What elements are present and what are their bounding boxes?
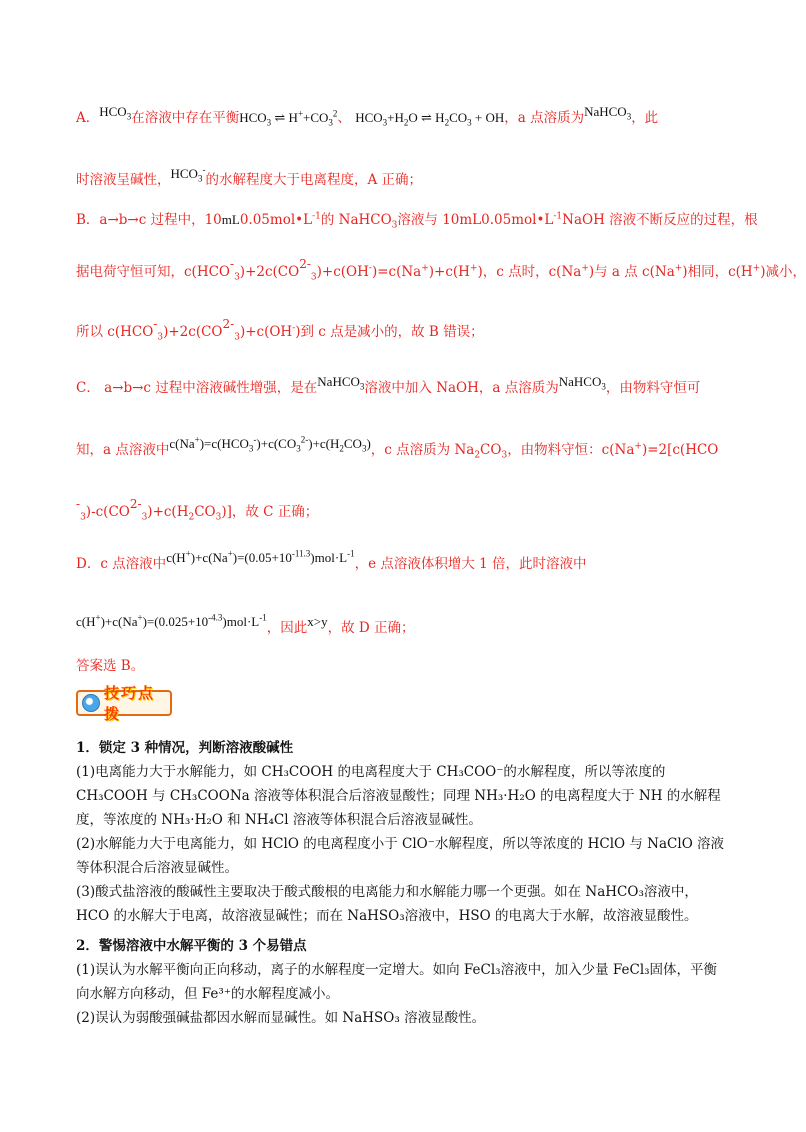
separator: 、 (337, 110, 351, 126)
tips-section-2-paragraph-2: (2)误认为弱酸强碱盐都因水解而显碱性。如 NaHSO₃ 溶液显酸性。 (76, 1010, 486, 1026)
text: ，此 (631, 110, 659, 126)
inequality: x>y (307, 614, 328, 629)
tips-badge (76, 684, 172, 723)
formula-hco3: $HCO_3$ (99, 104, 132, 122)
formula-hco3: $HCO_3^-$ (170, 164, 206, 184)
text: 的水解程度大于电离程度，A 正确； (205, 172, 422, 188)
formula-nahco3: NaHCO$_3$ (584, 104, 632, 122)
analysis-line-c3: $-_3)-c(CO2-_3)+c(H_2CO_3)$]，故 C 正确； (76, 497, 319, 523)
analysis-line-d1: D．c 点溶液中$c(H^+)+c(Na^+)=(0.05+10^{-11.3})mol\cdot L^{-1}$，e 点溶液体积增大 1 倍，此时溶液中 (76, 548, 587, 572)
analysis-line-d2: $c(H^+)+c(Na^+)=(0.025+10^{-4.3})mol\cdot L^{-1}$，因此x>y，故 D 正确； (76, 612, 415, 636)
tips-badge-label: 技巧点拨 (104, 684, 156, 723)
formula-nahco3: NaHCO$_3$ (317, 374, 365, 392)
analysis-line-a2 (76, 164, 736, 190)
analysis-line-c2: 知，a 点溶液中$c(Na^+)=c(HCO_3^-)+c(CO_3^{2-})+c(H_2CO_3)$，c 点溶质为 $Na_2CO_3$，由物料守恒：c(Na+)=2[c(HCO (76, 434, 719, 461)
option-label-a: A． (76, 110, 100, 126)
charge-sum-c: $c(H^+)+c(Na^+)=(0.05+10^{-11.3})mol\cdot L^{-1}$ (166, 548, 355, 565)
material-balance-a: $c(Na^+)=c(HCO_3^-)+c(CO_3^{2-})+c(H_2CO_3)$ (169, 434, 371, 454)
tips-section-2-paragraph-1: (1)误认为水解平衡向正向移动，离子的水解程度一定增大。如向 FeCl₃溶液中，加入少量 FeCl₃固体，平衡向水解方向移动，但 Fe³⁺的水解程度减小。 (76, 962, 718, 1002)
tips-section-1-paragraph-3: (3)酸式盐溶液的酸碱性主要取决于酸式酸根的电离能力和水解能力哪一个更强。如在 NaHCO₃溶液中，HCO 的水解大于电离，故溶液显碱性；而在 NaHSO₃溶液中，HSO 的电离大于水解，故溶液显酸性。 (76, 884, 698, 924)
text: ，a 点溶质为 (504, 110, 585, 126)
equilibrium-2: $HCO_3+H_2O$ ⇌ $H_2CO_3$ + OH (355, 110, 505, 128)
analysis-line-b3: 所以 $c(HCO-_3)+2c(CO2-_3)+c(OH^-)$到 c 点是减小的，故 B 错误； (76, 317, 484, 343)
analysis-line-b2: 据电荷守恒可知，$c(HCO-_3)+2c(CO2-_3)+c(OH^-)=c(Na^+)+c(H^+)$，c 点时，c(Na+)与 a 点 c(Na+)相同，c(H+)减小， (76, 257, 806, 283)
text: 时溶液呈碱性， (76, 172, 171, 188)
charge-sum-e: $c(H^+)+c(Na^+)=(0.025+10^{-4.3})mol\cdot L^{-1}$ (76, 612, 267, 629)
tips-section-1-paragraph-1: (1)电离能力大于水解能力，如 CH₃COOH 的电离程度大于 CH₃COO⁻的水解程度，所以等浓度的 CH₃COOH 与 CH₃COONa 溶液等体积混合后溶液显酸性；同理 NH₃·H₂O 的电离程度大于 NH 的水解程度，等浓度的 NH₃·H₂O 和 NH₄Cl 溶液等体积混合后溶液显碱性。 (76, 764, 721, 828)
tips-section-1-paragraph-2: (2)水解能力大于电离能力，如 HClO 的电离程度小于 ClO⁻水解程度，所以等浓度的 HClO 与 NaClO 溶液等体积混合后溶液显碱性。 (76, 836, 725, 876)
tips-section-1-title: 1．锁定 3 种情况，判断溶液酸碱性 (76, 740, 294, 756)
text: 在溶液中存在平衡 (131, 110, 240, 126)
unit-ml: mL (221, 212, 240, 227)
formula-nahco3: NaHCO$_3$ (558, 374, 606, 392)
equilibrium-1: $HCO_3$ ⇌ $H^++CO_3^2$ (239, 108, 338, 128)
analysis-line-b1: B．a→b→c 过程中，$10mL0.05mol•L^{-1}$的 NaHCO$_3$溶液与 $10mL0.05mol•L^{-1}NaOH$ 溶液不断反应的过程，根 (76, 211, 758, 231)
tips-section-2-title: 2．警惕溶液中水解平衡的 3 个易错点 (76, 938, 307, 954)
analysis-line-a1 (76, 104, 736, 128)
analysis-line-c1: C． a→b→c 过程中溶液碱性增强，是在NaHCO$_3$溶液中加入 NaOH，a 点溶质为NaHCO$_3$，由物料守恒可 (76, 374, 701, 396)
magnifier-icon (82, 694, 100, 712)
answer-line: 答案选 B。 (76, 658, 145, 674)
